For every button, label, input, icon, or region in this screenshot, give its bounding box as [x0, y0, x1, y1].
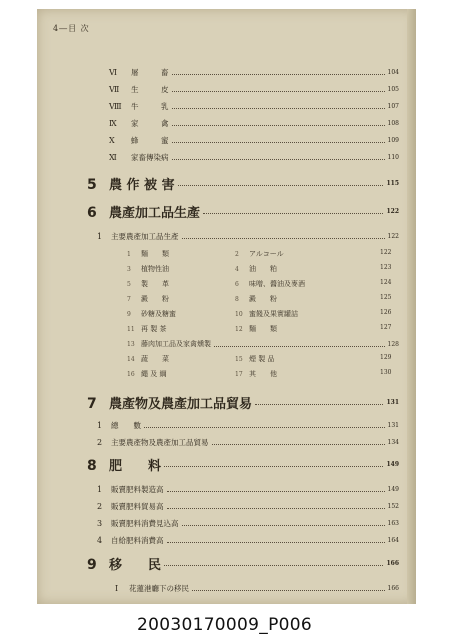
toc-section: Ⅰ 花蓮港廳下の移民 166 — [115, 584, 399, 593]
toc-entry: Ⅹ 蜂 蜜 109 — [109, 136, 399, 145]
toc-item: 17 其 他 130 — [235, 369, 392, 378]
image-caption: 20030170009_P006 — [137, 615, 312, 635]
chapter-heading: 9 移 民 166 — [87, 557, 399, 573]
toc-item: 7 澱 粉 — [127, 295, 169, 303]
page-edge — [407, 9, 416, 604]
chapter-heading: 5 農 作 被 害 115 — [87, 177, 399, 193]
book-page — [37, 9, 416, 604]
toc-section: 2 主要農產物及農產加工品貿易 134 — [97, 438, 399, 447]
toc-section: 4 自給肥料消費高 164 — [97, 536, 399, 545]
toc-item: 9 砂糖及糖蜜 — [127, 310, 176, 318]
toc-item: 13 藤肉加工品及家禽燻製 128 — [127, 340, 399, 348]
toc-entry: Ⅶ 生 皮 105 — [109, 85, 399, 94]
toc-item: 2 アルコール 122 — [235, 249, 392, 258]
chapter-heading: 7 農產物及農產加工品貿易 131 — [87, 396, 399, 412]
running-header: 4―目 次 — [53, 24, 90, 33]
toc-item: 10 蜜餞及果實罐詰 126 — [235, 309, 392, 318]
toc-section: 3 販賣肥料消費見込高 163 — [97, 519, 399, 528]
toc-entry: Ⅺ 家畜傳染病 110 — [109, 153, 399, 162]
toc-item: 1 麵 類 — [127, 250, 169, 258]
toc-item: 3 植物性油 — [127, 265, 169, 273]
toc-section: 1 總 數 131 — [97, 421, 399, 430]
toc-item: 5 製 革 — [127, 280, 169, 288]
toc-entry: Ⅷ 牛 乳 107 — [109, 102, 399, 111]
toc-item: 15 煙 製 品 129 — [235, 354, 392, 363]
toc-item: 14 蔬 菜 — [127, 355, 169, 363]
toc-item: 11 再 製 茶 — [127, 325, 167, 333]
toc-item: 16 繩 及 綱 — [127, 370, 167, 378]
toc-item: 4 油 粕 123 — [235, 264, 392, 273]
chapter-heading: 6 農產加工品生產 122 — [87, 205, 399, 221]
toc-section: 1 販賣肥料製造高 149 — [97, 485, 399, 494]
toc-entry: Ⅵ 屠 畜 104 — [109, 68, 399, 77]
chapter-heading: 8 肥 料 149 — [87, 458, 399, 474]
toc-entry: Ⅸ 家 禽 108 — [109, 119, 399, 128]
toc-section: 1 主要農產加工品生產 122 — [97, 232, 399, 241]
toc-section: 2 販賣肥料貿易高 152 — [97, 502, 399, 511]
toc-item: 12 麵 類 127 — [235, 324, 392, 333]
toc-item: 8 澱 粉 125 — [235, 294, 392, 303]
toc-item: 6 味噌、醬油及麥酒 124 — [235, 279, 392, 288]
